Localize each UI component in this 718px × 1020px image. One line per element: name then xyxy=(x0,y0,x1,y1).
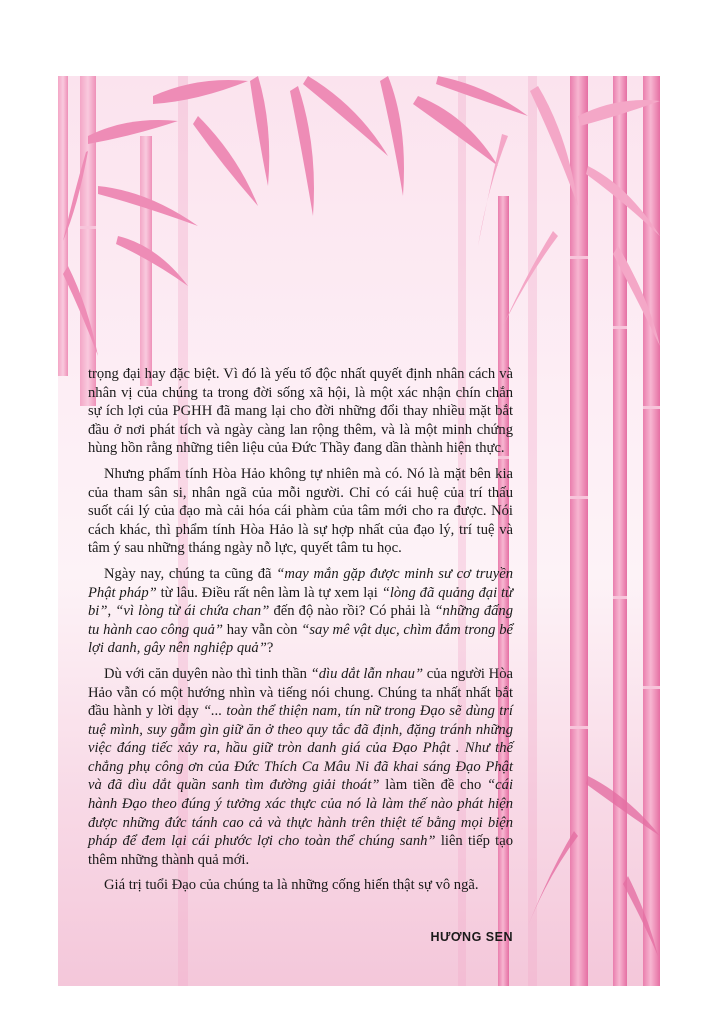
body-text: từ lâu. Điều rất nên làm là tự xem lại xyxy=(156,584,382,601)
paragraph-4 xyxy=(88,665,513,870)
body-text: Nhưng phẩm tính Hòa Hảo không tự nhiên mà có. Nó là mặt bên kia của tham sân si, nhân ngã của mỗi người. Chỉ có cái huệ của trí thấu suốt cái lý của đạo mà cải hóa cái phàm của tâm mới cho ra được. Nói cách khác, thì phẩm tính Hòa Hảo là sự hợp nhất của đạo lý, trí tuệ và tâm ý sau những tháng ngày nỗ lực, quyết tâm tu học. xyxy=(88,465,513,557)
quote-text: “dìu dắt lẫn nhau” xyxy=(310,665,424,682)
quote-text: “may mắn gặp được minh sư cơ truyền Phật pháp” xyxy=(88,565,513,601)
quote-text: “say mê vật dục, chìm đắm trong bể lợi danh, gây nên nghiệp quả” xyxy=(88,621,513,657)
paragraph-3 xyxy=(88,565,513,658)
body-text: Ngày nay, chúng ta cũng đã xyxy=(104,565,277,582)
paragraph-5 xyxy=(88,876,513,895)
paragraph-2 xyxy=(88,465,513,558)
quote-text: “vì lòng từ ái chứa chan” xyxy=(115,603,270,620)
author-signature: HƯƠNG SEN xyxy=(430,930,513,944)
quote-text: “những đấng tu hành cao công quả” xyxy=(88,603,514,638)
body-text: hay vẫn còn xyxy=(223,621,302,638)
paragraph-1 xyxy=(88,365,513,458)
body-text: trọng đại hay đặc biệt. Vì đó là yếu tố độc nhất quyết định nhân cách và nhân vị của chúng ta trong đời sống xã hội, là một xác nhận chín chắn sự ích lợi của PGHH đã mang lại cho đời những đổi thay nhiều mặt bắt đầu ở nơi phát tích và ngày càng lan rộng thêm, và là một minh chứng hùng hồn rằng những tiên liệu của Đức Thầy đang dần thành hiện thực. xyxy=(88,366,513,457)
body-text: làm tiền đề cho xyxy=(379,777,488,794)
quote-text: “cái hành Đạo theo đúng ý tưởng xác thực của nó là làm thế nào phát hiện được những đức tánh cao cả và thực hành trên thiệt tế bằng mọi biện pháp để đem lại cái phước lợi cho toàn thể chúng sanh” xyxy=(88,777,513,850)
body-text: của người Hòa Hảo vẫn có một hướng nhìn và tiếng nói chung. Chúng ta nhất nhất bắt đầu hành y lời dạy xyxy=(88,665,513,720)
body-text: ? xyxy=(266,640,274,657)
quote-text: “... toàn thể thiện nam, tín nữ trong Đạo sẽ dùng trí tuệ mình, suy gẫm gìn giữ ăn ở theo quy tắc đã định, đặng tránh những việc đáng tiếc xảy ra, hầu giữ tròn danh giá của Đạo Phật . Như thế chẳng phụ công ơn của Đức Thích Ca Mâu Ni đã khai sáng Đạo Phật và đã dìu dắt quần sanh tìm đường giải thoát” xyxy=(88,703,513,794)
body-text: đến độ nào rồi? Có phải là xyxy=(269,603,435,620)
article-body xyxy=(88,365,513,902)
body-text: Dù với căn duyên nào thì tinh thần xyxy=(104,665,311,682)
body-text: liên tiếp tạo thêm những thành quả mới. xyxy=(88,833,513,868)
body-text: Giá trị tuổi Đạo của chúng ta là những cống hiến thật sự vô ngã. xyxy=(104,877,479,894)
quote-text: “lòng đã quảng đại từ bi” xyxy=(88,584,514,620)
body-text: , xyxy=(107,603,116,620)
